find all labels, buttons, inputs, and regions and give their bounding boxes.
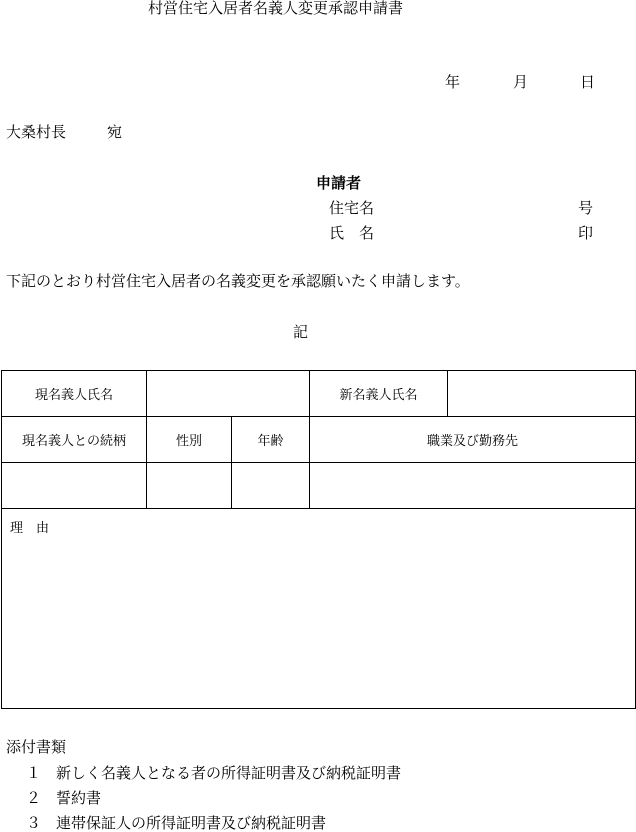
request-statement: 下記のとおり村営住宅入居者の名義変更を承認願いたく申請します。 [6, 272, 470, 290]
age-label: 年齢 [232, 417, 310, 463]
gender-label: 性別 [147, 417, 232, 463]
applicant-house-suffix: 号 [578, 199, 594, 217]
attachment-item [26, 766, 401, 781]
attachments-heading: 添付書類 [6, 738, 67, 756]
attachment-text: 新しく名義人となる者の所得証明書及び納税証明書 [56, 764, 402, 782]
reason-field[interactable] [2, 509, 636, 709]
applicant-name-label: 氏 名 [329, 224, 375, 242]
occupation-label: 職業及び勤務先 [310, 417, 636, 463]
date-month-label: 月 [513, 73, 529, 91]
attachment-number: ３ [26, 814, 42, 832]
attachment-number: １ [26, 764, 42, 782]
addressee-name: 大桑村長 [6, 123, 67, 141]
attachment-item [26, 816, 326, 831]
attachment-number: ２ [26, 789, 42, 807]
applicant-seal-label: 印 [578, 224, 594, 242]
date-year-label: 年 [445, 73, 461, 91]
ki-heading: 記 [293, 323, 309, 341]
occupation-field[interactable] [310, 463, 636, 509]
current-name-field[interactable] [147, 371, 310, 417]
application-form-table [1, 370, 636, 709]
attachment-text: 連帯保証人の所得証明書及び納税証明書 [56, 814, 327, 832]
document-title: 村営住宅入居者名義人変更承認申請書 [148, 0, 404, 17]
applicant-house-label: 住宅名 [329, 199, 375, 217]
current-name-label: 現名義人氏名 [2, 371, 147, 417]
new-name-label: 新名義人氏名 [310, 371, 448, 417]
attachment-item [26, 791, 101, 806]
table-row [2, 463, 636, 509]
relation-label: 現名義人との続柄 [2, 417, 147, 463]
age-field[interactable] [232, 463, 310, 509]
date-day-label: 日 [580, 73, 596, 91]
table-row [2, 371, 636, 417]
table-row [2, 417, 636, 463]
relation-field[interactable] [2, 463, 147, 509]
reason-label: 理 由 [10, 521, 50, 536]
new-name-field[interactable] [448, 371, 636, 417]
applicant-heading: 申請者 [316, 174, 362, 192]
addressee-suffix: 宛 [107, 123, 123, 141]
gender-field[interactable] [147, 463, 232, 509]
attachment-text: 誓約書 [56, 789, 102, 807]
table-row [2, 509, 636, 709]
